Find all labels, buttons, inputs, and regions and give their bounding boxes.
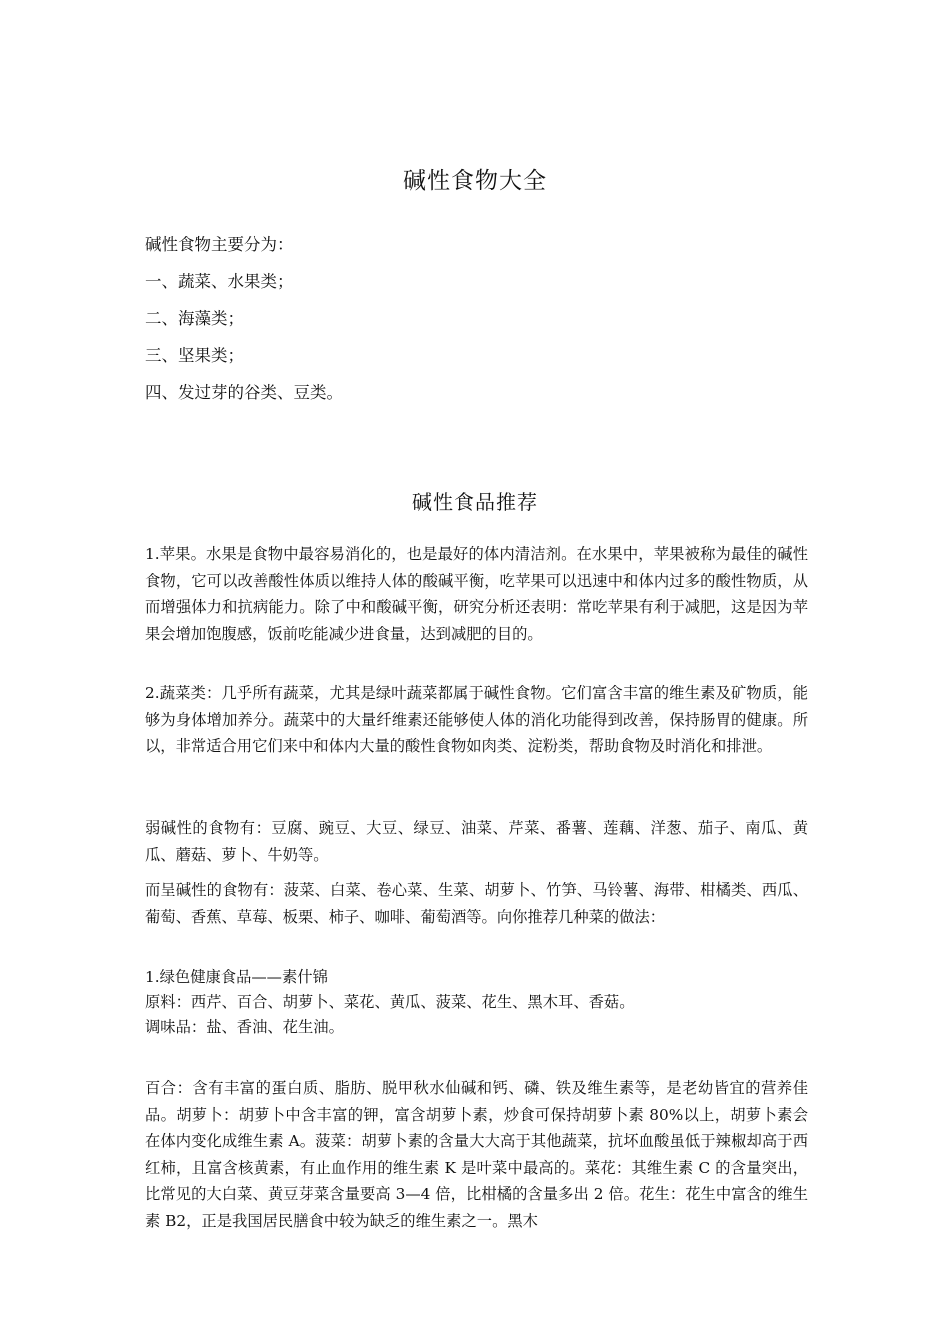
paragraph-nutrition: 百合：含有丰富的蛋白质、脂肪、脱甲秋水仙碱和钙、磷、铁及维生素等，是老幼皆宜的营养佳品。胡萝卜：胡萝卜中含丰富的钾，富含胡萝卜素，炒食可保持胡萝卜素 80%以上，胡萝卜素会在体内变化成维生素 A。菠菜：胡萝卜素的含量大大高于其他蔬菜，抗坏血酸虽低于辣椒却高于西红柿，且富含核黄素，有止血作用的维生素 K 是叶菜中最高的。菜花：其维生素 C 的含量突出，比常见的大白菜、黄豆芽菜含量要高 3—4 倍，比柑橘的含量多出 2 倍。花生：花生中富含的维生素 B2，正是我国居民膳食中较为缺乏的维生素之一。黑木 — [145, 1079, 808, 1230]
intro-heading: 碱性食物主要分为： — [145, 235, 294, 254]
paragraph-alkaline-foods: 而呈碱性的食物有：菠菜、白菜、卷心菜、生菜、胡萝卜、竹笋、马铃薯、海带、柑橘类、西瓜、葡萄、香蕉、草莓、板栗、柿子、咖啡、葡萄酒等。向你推荐几种菜的做法： — [145, 881, 808, 926]
intro-item: 三、坚果类； — [145, 346, 244, 365]
intro-item: 四、发过芽的谷类、豆类。 — [145, 383, 343, 402]
recipe-ingredients: 原料：西芹、百合、胡萝卜、菜花、黄瓜、菠菜、花生、黑木耳、香菇。 — [145, 993, 635, 1011]
recipe-name: 1.绿色健康食品——素什锦 — [145, 968, 328, 986]
section-title: 碱性食品推荐 — [412, 490, 538, 514]
intro-item: 一、蔬菜、水果类； — [145, 272, 294, 291]
paragraph-apple: 1.苹果。水果是食物中最容易消化的，也是最好的体内清洁剂。在水果中，苹果被称为最佳的碱性食物，它可以改善酸性体质以维持人体的酸碱平衡，吃苹果可以迅速中和体内过多的酸性物质，从而增强体力和抗病能力。除了中和酸碱平衡，研究分析还表明：常吃苹果有利于减肥，这是因为苹果会增加饱腹感，饭前吃能减少进食量，达到减肥的目的。 — [145, 545, 808, 643]
recipe-seasoning: 调味品：盐、香油、花生油。 — [145, 1018, 344, 1036]
paragraph-weak-alkaline-foods: 弱碱性的食物有：豆腐、豌豆、大豆、绿豆、油菜、芹菜、番薯、莲藕、洋葱、茄子、南瓜、黄瓜、蘑菇、萝卜、牛奶等。 — [145, 819, 808, 864]
intro-item: 二、海藻类； — [145, 309, 244, 328]
document-title: 碱性食物大全 — [403, 168, 547, 194]
paragraph-vegetables: 2.蔬菜类：几乎所有蔬菜，尤其是绿叶蔬菜都属于碱性食物。它们富含丰富的维生素及矿物质，能够为身体增加养分。蔬菜中的大量纤维素还能够使人体的消化功能得到改善，保持肠胃的健康。所以，非常适合用它们来中和体内大量的酸性食物如肉类、淀粉类，帮助食物及时消化和排泄。 — [145, 684, 808, 755]
